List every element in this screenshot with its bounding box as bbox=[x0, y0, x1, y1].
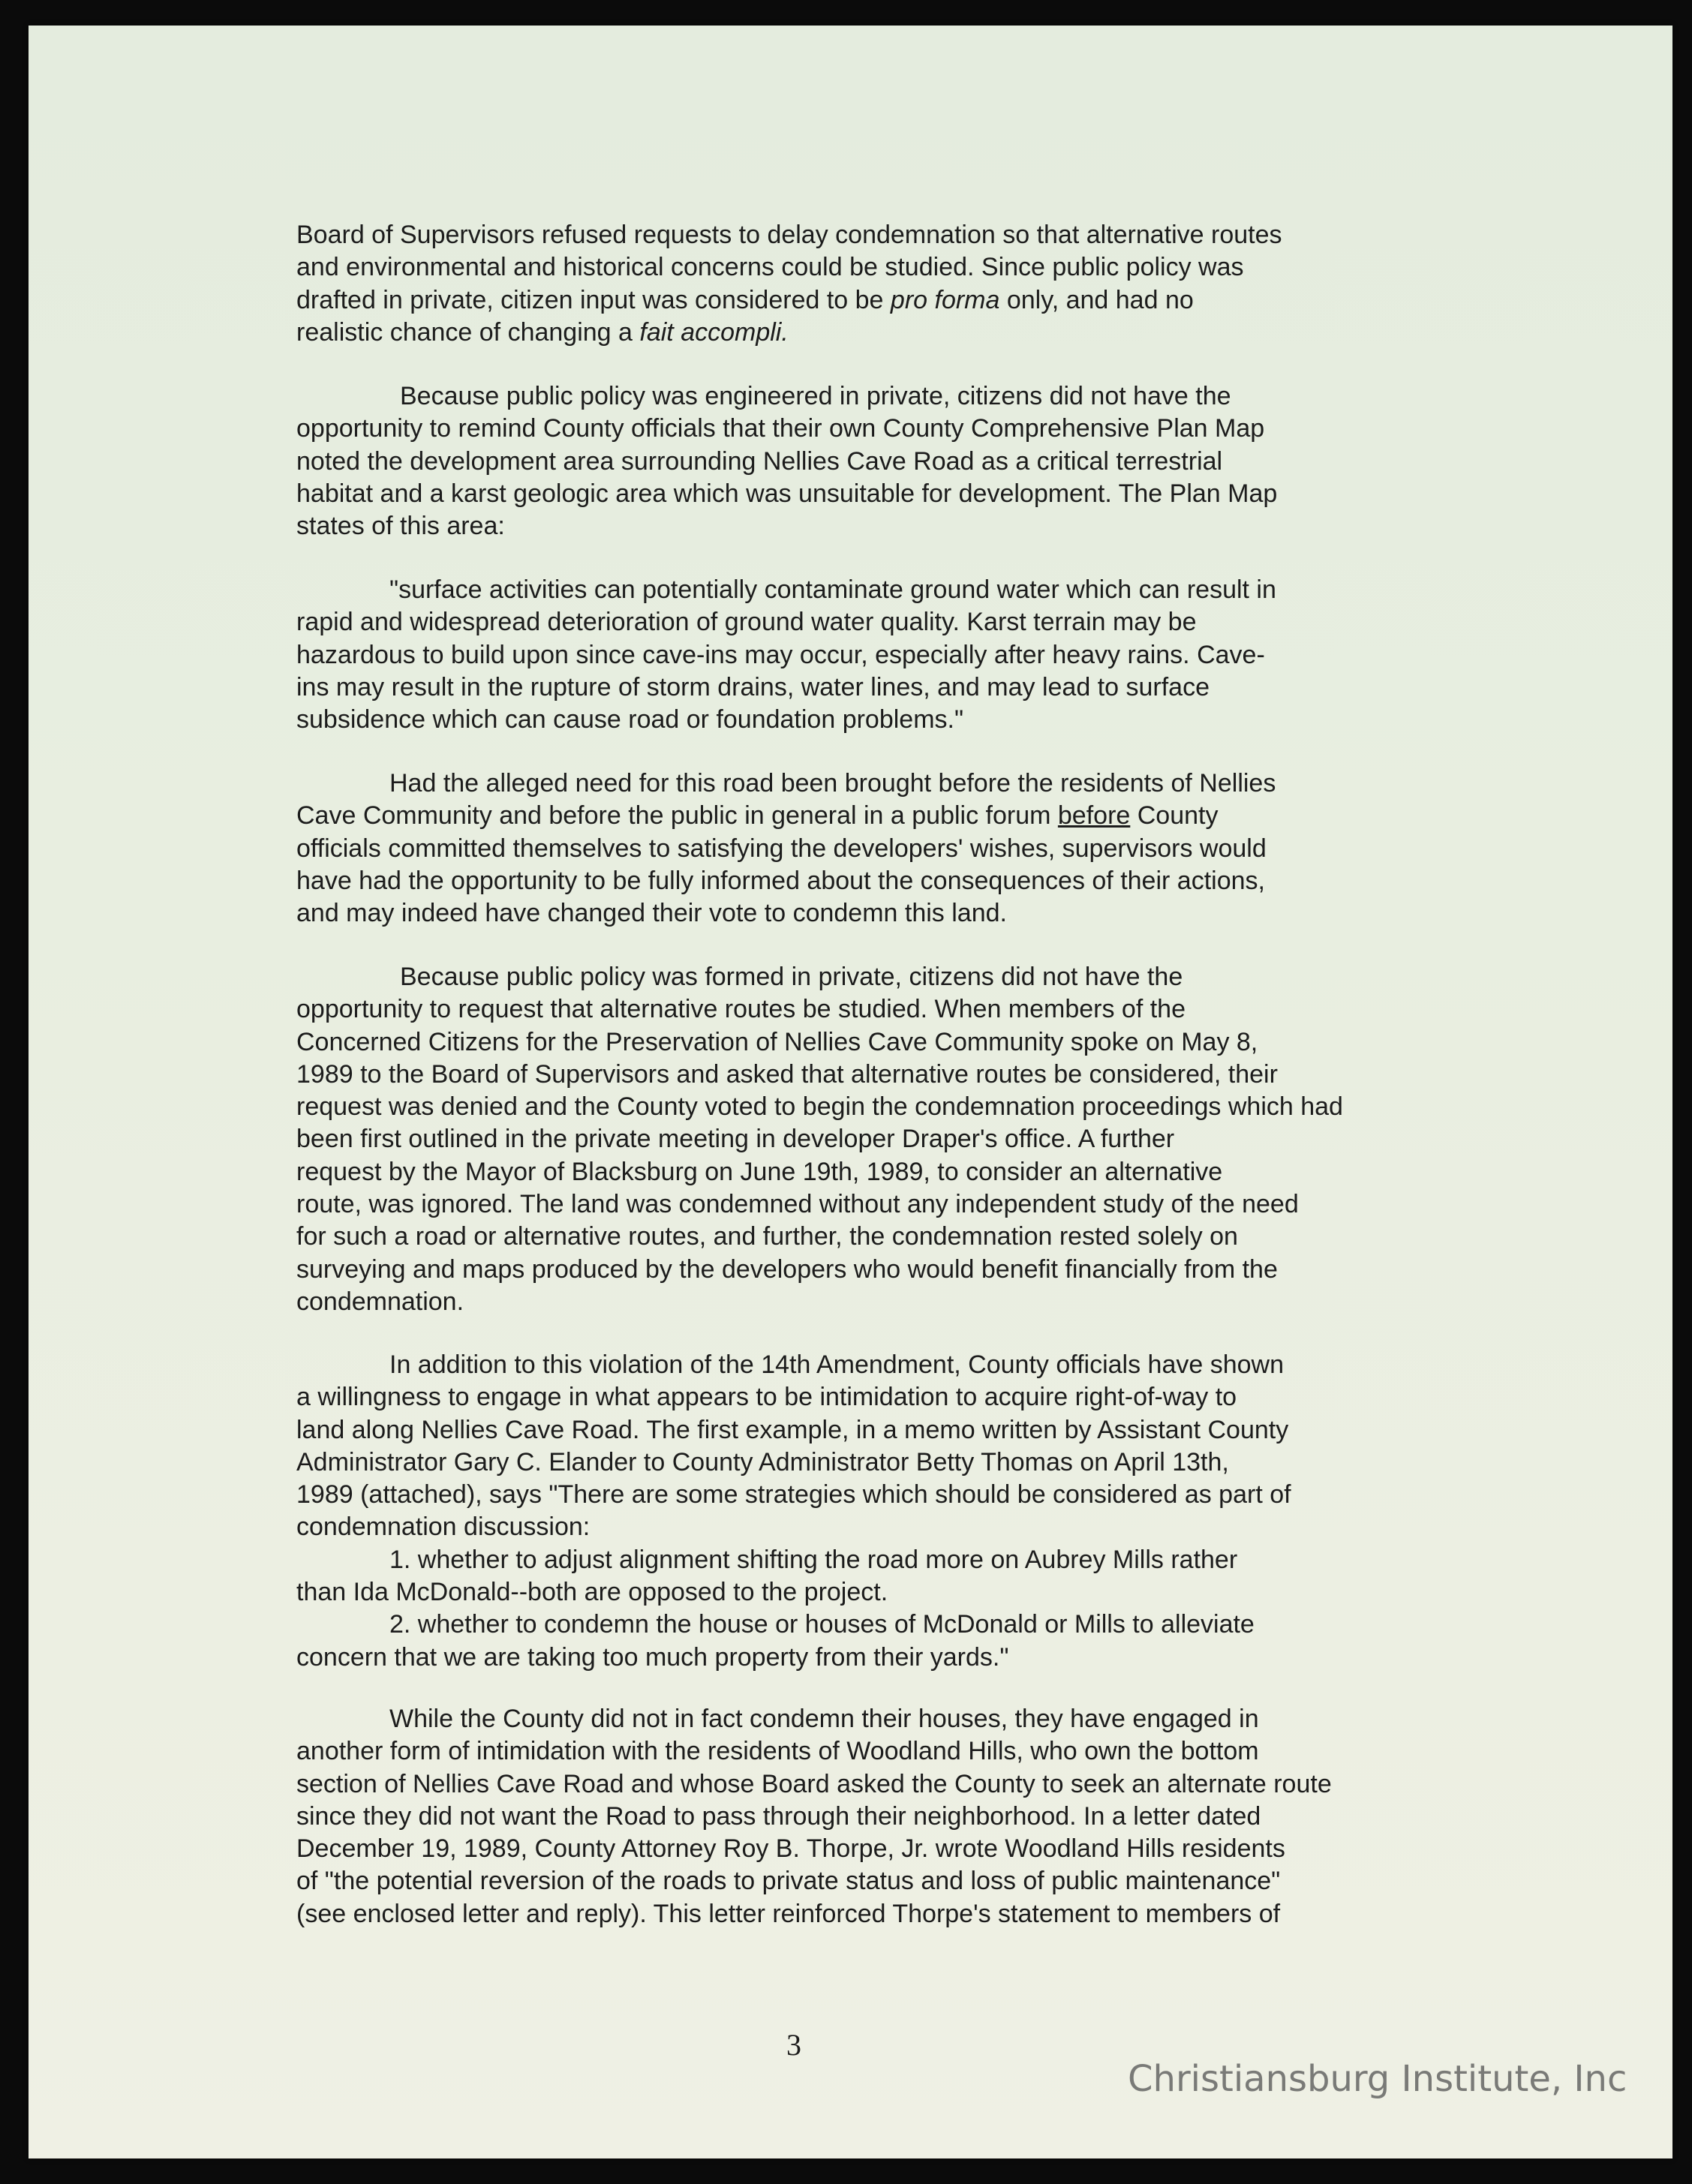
text-run: Cave Community and before the public in general in a public forum bbox=[296, 801, 1058, 831]
text-run: Had the alleged need for this road been brought before the residents of Nellies bbox=[389, 769, 1276, 798]
text-line bbox=[296, 1642, 1467, 1674]
text-run: and environmental and historical concerns could be studied. Since public policy was bbox=[296, 253, 1244, 282]
text-run: been first outlined in the private meeting in developer Draper's office. A further bbox=[296, 1125, 1175, 1154]
text-run: 1989 (attached), says "There are some strategies which should be considered as part of bbox=[296, 1480, 1291, 1510]
text-line bbox=[296, 1286, 1467, 1318]
text-line bbox=[296, 380, 1467, 413]
text-line bbox=[296, 865, 1467, 897]
text-run: 1989 to the Board of Supervisors and asked that alternative routes be considered, their bbox=[296, 1059, 1278, 1089]
text-line bbox=[296, 961, 1467, 993]
text-run: than Ida McDonald--both are opposed to the project. bbox=[296, 1578, 888, 1607]
text-run: "surface activities can potentially contaminate ground water which can result in bbox=[389, 575, 1276, 604]
italic-phrase: fait accompli. bbox=[639, 317, 789, 347]
text-run: another form of intimidation with the residents of Woodland Hills, who own the bottom bbox=[296, 1737, 1259, 1766]
document-page bbox=[29, 26, 1672, 2158]
text-line bbox=[296, 606, 1467, 638]
paragraph bbox=[296, 219, 1467, 349]
text-line bbox=[296, 317, 1467, 349]
text-line bbox=[296, 1833, 1467, 1865]
text-run: ins may result in the rupture of storm drains, water lines, and may lead to surface bbox=[296, 672, 1210, 701]
text-run: condemnation discussion: bbox=[296, 1513, 591, 1542]
text-run: County bbox=[1130, 801, 1219, 831]
text-run: and may indeed have changed their vote to condemn this land. bbox=[296, 899, 1007, 928]
text-line bbox=[296, 768, 1467, 800]
text-run: only, and had no bbox=[999, 285, 1194, 314]
text-run: since they did not want the Road to pass through their neighborhood. In a letter dated bbox=[296, 1801, 1261, 1831]
text-run: Board of Supervisors refused requests to delay condemnation so that alternative routes bbox=[296, 221, 1282, 249]
text-run: land along Nellies Cave Road. The first example, in a memo written by Assistant County bbox=[296, 1415, 1289, 1444]
text-line bbox=[296, 1254, 1467, 1286]
text-line bbox=[296, 1768, 1467, 1801]
text-run: 1. whether to adjust alignment shifting the road more on Aubrey Mills rather bbox=[389, 1545, 1238, 1574]
text-run: concern that we are taking too much property from their yards." bbox=[296, 1642, 1009, 1672]
paragraph bbox=[296, 1349, 1467, 1674]
text-line bbox=[296, 1026, 1467, 1059]
text-line bbox=[296, 1221, 1467, 1253]
text-run: opportunity to request that alternative routes be studied. When members of the bbox=[296, 995, 1186, 1024]
text-line bbox=[296, 1414, 1467, 1446]
text-line bbox=[296, 1609, 1467, 1641]
text-line bbox=[296, 1511, 1467, 1543]
text-line bbox=[296, 1156, 1467, 1188]
text-line bbox=[296, 833, 1467, 865]
text-run: habitat and a karst geologic area which was unsuitable for development. The Plan Map bbox=[296, 479, 1278, 508]
text-run: realistic chance of changing a bbox=[296, 317, 640, 347]
text-line bbox=[296, 1703, 1467, 1735]
text-line bbox=[296, 478, 1467, 510]
text-line bbox=[296, 1381, 1467, 1413]
text-line bbox=[296, 413, 1467, 445]
text-line bbox=[296, 704, 1467, 736]
paragraph bbox=[296, 1703, 1467, 1930]
text-line bbox=[296, 800, 1467, 832]
text-run: rapid and widespread deterioration of ground water quality. Karst terrain may be bbox=[296, 608, 1197, 637]
text-run: subsidence which can cause road or foundation problems." bbox=[296, 705, 964, 735]
text-run: officials committed themselves to satisfying the developers' wishes, supervisors would bbox=[296, 834, 1267, 863]
text-line bbox=[296, 1059, 1467, 1091]
text-line bbox=[296, 1349, 1467, 1381]
text-run: condemnation. bbox=[296, 1287, 464, 1316]
page-number: 3 bbox=[786, 2028, 801, 2062]
text-line bbox=[296, 993, 1467, 1026]
text-line bbox=[296, 639, 1467, 671]
text-run: Because public policy was formed in private, citizens did not have the bbox=[400, 963, 1183, 991]
text-line bbox=[296, 1446, 1467, 1479]
text-run: noted the development area surrounding Nellies Cave Road as a critical terrestrial bbox=[296, 446, 1223, 476]
paragraph bbox=[296, 380, 1467, 542]
text-run: Concerned Citizens for the Preservation of Nellies Cave Community spoke on May 8, bbox=[296, 1027, 1258, 1056]
text-line bbox=[296, 284, 1467, 317]
text-run: (see enclosed letter and reply). This letter reinforced Thorpe's statement to members of bbox=[296, 1899, 1281, 1928]
text-line bbox=[296, 1576, 1467, 1609]
text-run: hazardous to build upon since cave-ins may occur, especially after heavy rains. Cave- bbox=[296, 640, 1265, 669]
text-run: for such a road or alternative routes, and further, the condemnation rested solely on bbox=[296, 1222, 1238, 1251]
text-line bbox=[296, 446, 1467, 478]
text-run: have had the opportunity to be fully informed about the consequences of their actions, bbox=[296, 866, 1265, 895]
paragraph bbox=[296, 961, 1467, 1318]
text-run: of "the potential reversion of the roads to private status and loss of public maintenance" bbox=[296, 1867, 1281, 1896]
text-run: In addition to this violation of the 14th Amendment, County officials have shown bbox=[389, 1350, 1284, 1379]
text-run: Administrator Gary C. Elander to County Administrator Betty Thomas on April 13th, bbox=[296, 1447, 1229, 1477]
text-run: While the County did not in fact condemn their houses, they have engaged in bbox=[389, 1705, 1259, 1733]
block-quote bbox=[296, 574, 1467, 736]
text-run: request was denied and the County voted to begin the condemnation proceedings which had bbox=[296, 1092, 1343, 1122]
text-line bbox=[296, 1123, 1467, 1155]
text-line bbox=[296, 510, 1467, 542]
text-line bbox=[296, 251, 1467, 284]
text-run: 2. whether to condemn the house or houses of McDonald or Mills to alleviate bbox=[389, 1610, 1255, 1639]
text-run: drafted in private, citizen input was considered to be bbox=[296, 285, 891, 314]
text-line bbox=[296, 1188, 1467, 1221]
text-run: section of Nellies Cave Road and whose Board asked the County to seek an alternate route bbox=[296, 1769, 1332, 1798]
italic-phrase: pro forma bbox=[890, 285, 1000, 314]
text-line bbox=[296, 1479, 1467, 1511]
text-run: states of this area: bbox=[296, 512, 505, 541]
text-line bbox=[296, 1801, 1467, 1833]
text-run: Because public policy was engineered in private, citizens did not have the bbox=[400, 382, 1231, 410]
text-line bbox=[296, 671, 1467, 704]
text-run: December 19, 1989, County Attorney Roy B. Thorpe, Jr. wrote Woodland Hills residents bbox=[296, 1834, 1285, 1864]
paragraph bbox=[296, 768, 1467, 930]
text-line bbox=[296, 1544, 1467, 1576]
text-line bbox=[296, 1735, 1467, 1768]
text-run: a willingness to engage in what appears to be intimidation to acquire right-of-way to bbox=[296, 1383, 1237, 1412]
text-line bbox=[296, 1865, 1467, 1897]
text-line bbox=[296, 219, 1467, 251]
underlined-word: before bbox=[1057, 801, 1131, 831]
text-run: surveying and maps produced by the developers who would benefit financially from the bbox=[296, 1254, 1278, 1284]
text-line bbox=[296, 1898, 1467, 1930]
watermark: Christiansburg Institute, Inc bbox=[1128, 2058, 1627, 2100]
text-line bbox=[296, 897, 1467, 930]
text-line bbox=[296, 574, 1467, 606]
text-run: request by the Mayor of Blacksburg on June 19th, 1989, to consider an alternative bbox=[296, 1157, 1223, 1186]
text-run: opportunity to remind County officials that their own County Comprehensive Plan Map bbox=[296, 414, 1265, 443]
text-run: route, was ignored. The land was condemned without any independent study of the need bbox=[296, 1190, 1299, 1219]
text-line bbox=[296, 1091, 1467, 1123]
